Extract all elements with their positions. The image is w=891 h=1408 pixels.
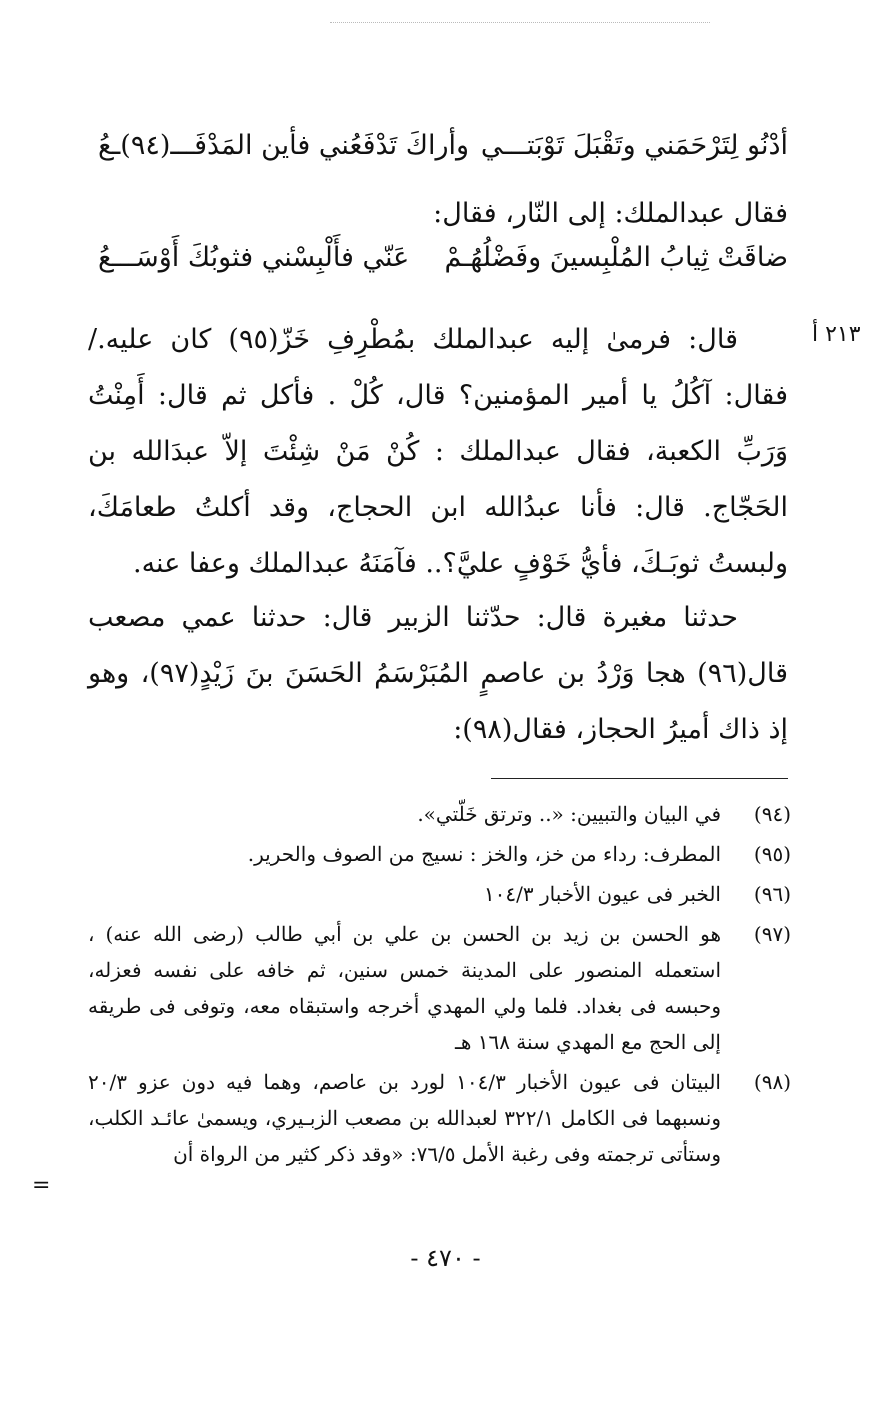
footnote-number: (٩٥) — [753, 842, 791, 866]
footnote — [88, 1064, 791, 1172]
footnote-number: (٩٧) — [753, 922, 791, 946]
verse-1-second-hemistich: وأراكَ تَدْفَعُني فأين المَدْفَـــ(٩٤)ـعُ — [98, 130, 470, 161]
footnote-separator — [491, 778, 788, 779]
top-dotted-rule — [330, 22, 710, 23]
footnote-text: البيتان فى عيون الأخبار ١٠٤/٣ لورد بن عاصم، وهما فيه دون عزو ٢٠/٣ ونسبهما فى الكامل ٣٢٢/١ لعبدالله بن مصعب الزبـيري، ويسمىٰ عائـد الكلب، وستأتى ترجمته وفى رغبة الأمل ٧٦/٥: «وقد ذكر كثير من الرواة أن — [88, 1070, 721, 1166]
footnote — [88, 876, 791, 912]
footnote-number: (٩٨) — [753, 1070, 791, 1094]
margin-folio-note: ٢١٣ أ — [812, 322, 861, 347]
footnote-text: هو الحسن بن زيد بن الحسن بن علي بن أبي طالب (رضى الله عنه) ، استعمله المنصور على المدينة خمس سنين، ثم خافه على نفسه فعزله، وحبسه فى بغداد. فلما ولي المهدي أخرجه واستبقاه معه، وتوفى فى طريقه إلى الحج مع المهدي سنة ١٦٨ هـ — [88, 922, 721, 1054]
continuation-mark: = — [32, 1173, 51, 1198]
intro-text: فقال عبدالملك: إلى النّار، فقال: — [433, 198, 788, 229]
paragraph-1-text: قال: فرمىٰ إليه عبدالملك بمُطْرِفِ خَزّ(٩٥) كان عليه./ فقال: آكُلُ يا أمير المؤمنين؟ قال، كُلْ . فأكل ثم قال: أَمِنْتُ وَرَبِّ الكعبة، فقال عبدالملك : كُنْ مَنْ شِئْتَ إلاّ عبدَالله بن الحَجّاج. قال: فأنا عبدُالله ابن الحجاج، وقد أكلتُ طعامَكَ، ولبستُ ثوبَـكَ، فأيُّ خَوْفٍ عليَّ؟.. فآمَنَهُ عبدالملك وعفا عنه. — [88, 324, 788, 579]
page-number: - ٤٧٠ - — [410, 1244, 481, 1272]
footnote-text: المطرف: رداء من خز، والخز : نسيج من الصوف والحرير. — [247, 842, 721, 866]
footnotes — [88, 796, 791, 1176]
verse-line-1 — [98, 130, 788, 186]
footnote — [88, 836, 791, 872]
paragraph-1 — [88, 312, 788, 592]
paragraph-2 — [88, 590, 788, 758]
footnote — [88, 796, 791, 832]
verse-2-second-hemistich: عَنّي فأَلْبِسْني فثوبُكَ أَوْسَـــعُ — [98, 242, 410, 273]
verse-2-first-hemistich: ضاقَتْ ثِيابُ المُلْبِسينَ وفَضْلُهُـمْ — [444, 242, 788, 273]
footnote-text: الخبر فى عيون الأخبار ١٠٤/٣ — [483, 882, 721, 906]
footnote-number: (٩٤) — [753, 802, 791, 826]
footnote-number: (٩٦) — [753, 882, 791, 906]
verse-1-first-hemistich: أدْنُو لِتَرْحَمَني وتَقْبَلَ تَوْبَتـــي — [480, 130, 788, 161]
footnote-text: في البيان والتبيين: «.. وترتق خَلّتي». — [417, 802, 721, 826]
verse-line-2 — [98, 242, 788, 298]
intro-line — [88, 186, 788, 242]
footnote — [88, 916, 791, 1060]
paragraph-2-text: حدثنا مغيرة قال: حدّثنا الزبير قال: حدثنا عمي مصعب قال(٩٦) هجا وَرْدُ بن عاصمٍ المُبَرْسَمُ الحَسَنَ بنَ زَيْدٍ(٩٧)، وهو إذ ذاك أميرُ الحجاز، فقال(٩٨): — [88, 602, 788, 745]
